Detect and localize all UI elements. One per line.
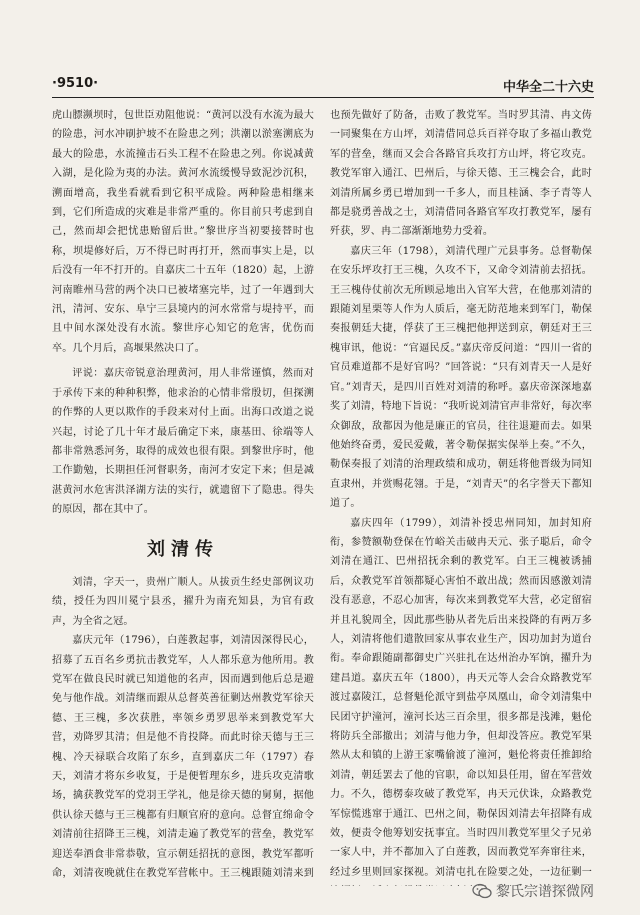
right-paragraph-1: 也预先做好了防备，击败了教党军。当时罗其清、冉文俦一同聚集在方山坪，刘清借同总兵百祥夺取了多福山教党军的营垒，继而又会合各路官兵攻打方山坪，将它攻克。教党军窜入通江、巴州后，与徐天德、王三槐会合，此时刘清所属乡勇已增加到一千多人，而且桂涵、李子青等人都是骁勇善战之士，刘清借同各路官军攻打教党军，屡有歼获，罗、冉二部渐渐地势力受着。 — [330, 110, 592, 238]
wechat-icon — [472, 883, 492, 899]
left-paragraph-4: 嘉庆元年（1796），白莲教起事，刘清因深得民心，招募了五百名乡勇抗击教党军，人人都乐意为他所用。教党军在做良民时就已知道他的名声，因而遇到他后总是避免与他作战。刘清继而跟从总督英善征剿达州教党军徐天德、王三槐，多次获胜，率领乡勇罗思举来到教党军大营，劝降罗其清；但是他不肯投降。而此时徐天德与王三槐、冷天禄联合攻陷了东乡，直到嘉庆二年（1797）春天，刘清才将东乡收复，于是便暂理东乡，进兵攻克清歌场，擒获教党军的党羽王学礼，他是徐天德的舅舅，据他供认徐天德与王三槐都有归顺官府的意向。总督宜绵命令刘清前往招降王三槐，刘清走遍了教党军的营垒，教党军迎送奉酒食非常恭敬，宣示朝廷招抚的意图，教党军都听命，刘清夜晚就住在教党军营帐中。王三槐跟随刘清来到 — [52, 635, 314, 880]
book-title: 中华全二十六史 — [502, 80, 594, 95]
watermark-text: 黎氏宗谱探微网 — [496, 884, 594, 900]
header-rule — [52, 97, 594, 98]
left-column — [52, 106, 314, 886]
left-paragraph-3: 刘清，字天一，贵州广顺人。从拔贡生经史部例议功绩，授任为四川冕宁县丞，擢升为南充知县，为官有政声，为全省之冠。 — [52, 576, 314, 627]
page-number: ·9510· — [52, 76, 99, 91]
right-paragraph-3: 嘉庆四年（1799），刘清补授忠州同知，加封知府衔，参赞额勒登保在竹峪关击破冉天元、张子聪后，命令刘清在通江、巴州招抚余剩的教党军。白王三槐被诱捕后，众教党军首领都疑心害怕不敢出战；然而因感激刘清没有恶意，不忍心加害，每次来到教党军大营，必定留宿并且礼貌周全，因此那些胁从者先后出来投降的有两万多人，刘清将他们遣散回家从事农业生产，因功加封为道台衔。奉命跟随副都御史广兴驻扎在达州治办军饷，擢升为建昌道。嘉庆五年（1800），冉天元等人会合众路教党军渡过嘉陵江，总督魁伦派守到盐亭凤凰山，命令刘清集中民团守护潼河，潼河长达三百余里，很多都是浅滩，魁伦将防兵全部撤出；刘清与他力争，但却没答应。教党军果然从太和镇的上游王家嘴偷渡了潼河，魁伦将责任推卸给刘清，朝廷罢去了他的官职，命以知县任用，留在军营效力。不久，德楞泰攻破了教党军，冉天元伏诛，众路教党军惊慌逃窜于通江、巴州之间，勒保因刘清去年招降有成效，便责令他筹划安抚事宜。当时四川教党军里父子兄弟一家人中，并不都加入了白莲教，因而教党军奔窜往来，经过乡里则回家探视。刘清屯扎在险要之处，一边征剿一 — [330, 517, 592, 878]
section-title: 刘清传 — [147, 538, 219, 560]
right-paragraph-2: 嘉庆三年（1798），刘清代理广元县事务。总督勒保在安乐坪攻打王三槐，久攻不下，又命令刘清前去招抚。王三槐侍仗前次无所顾忌地出入官军大营，在他那刘清的跟随刘星栗等人作为人质后，毫无防范地来到军门，勒保奏报朝廷大捷，俘获了王三槐把他押送到京，朝廷对王三槐审讯，他说：“官逼民反。”嘉庆帝反问道：“四川一省的官员难道都不是好官吗？”回答说：“只有刘青天一人是好官。”刘青天，是四川百姓对刘清的称呼。嘉庆帝深深地嘉奖了刘清，特地下旨说：“我听说刘清官声非常好，每次率众御敌，敌都因为他是廉正的官员，往往退避而去。如果他始终奋勇，爱民爱戴，著令勒保据实保举上奏。”不久，勒保奏报了刘清的治理政绩和成功，朝廷将他晋级为同知直隶州，并赏赐花翎。于是，“刘青天”的名字誉天下都知道了。 — [330, 245, 592, 510]
right-column — [330, 106, 592, 886]
watermark — [472, 881, 594, 901]
left-paragraph-commentary: 评说：嘉庆帝锐意治理黄河，用人非常谨慎，然而对于承传下来的种种积弊，他求治的心情非常殷切，但探溯的作弊的人更以欺作的手段来对付上面。出海口改道之说兴起，讨论了几十年才最后确定下来，康基田、徐端等人都非常熟悉河务，取得的成效也很有限。到黎世序时，他工作勤勉，长期担任河督职务，南河才安定下来；但是减湛黄河水危害洪泽湖方法的实行，就遗留下了隐患。得失的原因，都在其中了。 — [52, 368, 314, 516]
page-header — [52, 76, 594, 96]
left-paragraph-1: 虎山膘濒坝时，包世臣劝阻他说：“黄河以没有水流为最大的险患，河水冲刷护坡不在险患之列；洪潮以淤塞溯底为最大的险患，水流撞击石头工程不在险患之列。你说减黄入湖，是化险为夷的办法。黄河水流缓慢导致泥沙沉积，溯面增高，我坐看就看到它积平成险。两种险患相继来到，它们所造成的灾难是非常严重的。你目前只考虑到自己，然而却会把忧患贻留后世。”黎世序当初要接替时也称，坝堤修好后，万不得已时再打开，然而事实上是，以后没有一年不打开的。自嘉庆二十五年（1820）起，上游河南睢州马营的两个决口已被堵塞完毕，过了一年遇到大汛，清河、安东、阜宁三县境内的河水常常与堤持平，而且中间水深处没有水流。黎世序心知它的危害，优伤而卒。几个月后，高堰果然决口了。 — [52, 110, 314, 354]
